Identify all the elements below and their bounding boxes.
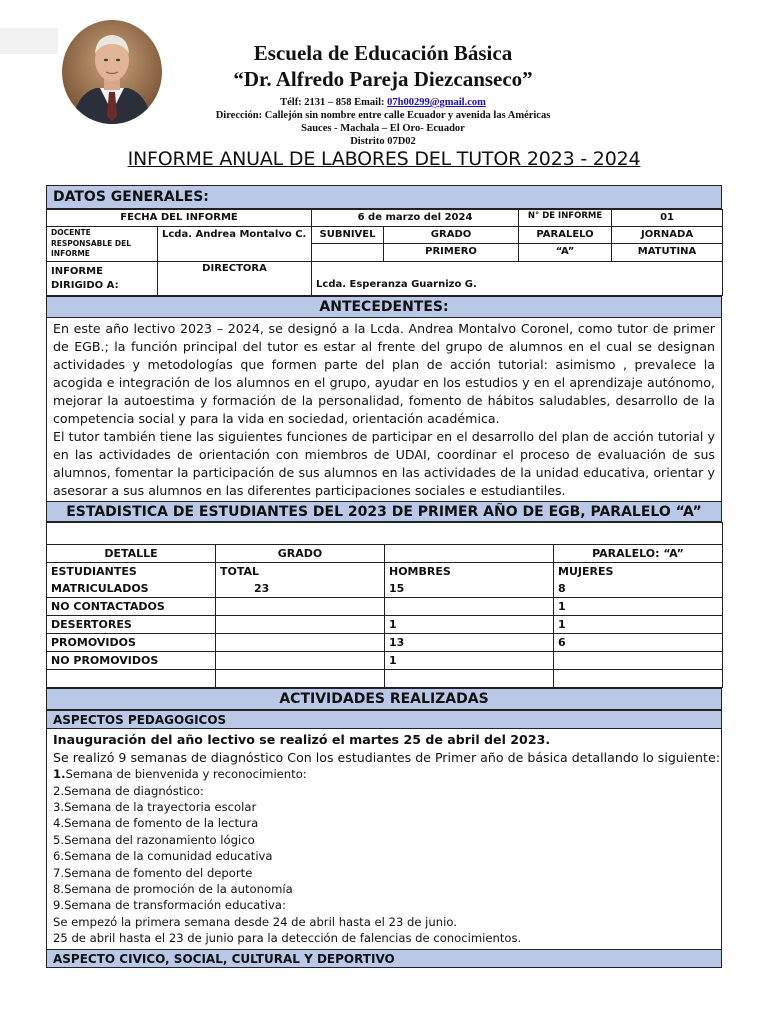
student-stats-table (46, 522, 723, 688)
stats-spacer-row (47, 523, 723, 545)
stats-sub-total: TOTAL (216, 563, 385, 581)
stats-cell: 1 (385, 616, 554, 634)
list-item (53, 799, 715, 815)
subnivel-value (312, 244, 384, 262)
general-heading: DATOS GENERALES: (46, 185, 722, 209)
stats-cell: 8 (554, 580, 723, 598)
stats-cell: 1 (554, 598, 723, 616)
stats-sub-mujeres: MUJERES (554, 563, 723, 581)
diagnostic-intro: Se realizó 9 semanas de diagnóstico Con los estudiantes de Primer año de básica detallando lo siguiente: (53, 749, 720, 765)
stats-header-paralelo: PARALELO: “A” (554, 545, 723, 563)
stats-heading: ESTADISTICA DE ESTUDIANTES DEL 2023 DE PRIMER AÑO DE EGB, PARALELO “A” (46, 501, 722, 522)
list-item-text: Semana de bienvenida y reconocimiento: (65, 767, 307, 782)
school-header (160, 40, 606, 148)
list-item-text: Semana de fomento de la lectura (64, 816, 259, 831)
stats-cell (385, 598, 554, 616)
jornada-label: JORNADA (612, 227, 723, 244)
dirigido-label (47, 262, 158, 296)
docente-label-line-2: RESPONSABLE DEL (51, 238, 132, 248)
numero-value: 01 (612, 210, 723, 227)
stats-cell (216, 598, 385, 616)
stats-cell: 1 (554, 616, 723, 634)
dirigido-label-line-1: INFORME (51, 266, 103, 277)
pedagogical-subheading: ASPECTOS PEDAGOGICOS (46, 710, 722, 729)
paralelo-label: PARALELO (519, 227, 612, 244)
grado-label: GRADO (384, 227, 519, 244)
stats-cell (216, 634, 385, 652)
list-item (53, 865, 715, 881)
list-item-number: 6. (53, 849, 65, 864)
docente-label-line-1: DOCENTE (51, 228, 91, 237)
stats-header-blank (385, 545, 554, 563)
table-row (47, 634, 723, 652)
list-item (53, 848, 715, 864)
list-item (53, 783, 715, 799)
list-item (53, 815, 715, 831)
list-item-text: Semana de promoción de la autonomía (64, 882, 293, 897)
stats-cell: 13 (385, 634, 554, 652)
dirigido-role: DIRECTORA (158, 262, 312, 296)
list-item-text: Semana de diagnóstico: (64, 783, 204, 798)
portrait-illustration (62, 20, 162, 124)
schedule-note-1: Se empezó la primera semana desde 24 de abril hasta el 23 de junio. (53, 914, 457, 929)
docente-value: Lcda. Andrea Montalvo C. (158, 227, 312, 262)
schedule-note-2: 25 de abril hasta el 23 de junio para la detección de falencias de conocimientos. (53, 931, 522, 946)
subnivel-label: SUBNIVEL (312, 227, 384, 244)
inauguration-line: Inauguración del año lectivo se realizó el martes 25 de abril del 2023. (53, 732, 551, 747)
stats-cell (554, 652, 723, 670)
scan-smudge (0, 28, 58, 54)
list-item-number: 4. (53, 816, 65, 831)
table-row (47, 580, 723, 598)
list-item (53, 832, 715, 848)
stats-cell: 1 (385, 652, 554, 670)
list-item-number: 3. (53, 800, 65, 814)
list-item-number: 2. (53, 783, 65, 798)
list-item-number: 1. (53, 767, 66, 782)
table-row (47, 616, 723, 634)
location-line: Sauces - Machala – El Oro- Ecuador (301, 123, 465, 134)
phone-text: Télf: 2131 – 858 Email: (280, 97, 388, 108)
founder-portrait (62, 20, 162, 124)
list-item-number: 8. (53, 882, 65, 897)
table-row (47, 652, 723, 670)
stats-cell: NO CONTACTADOS (47, 598, 216, 616)
school-name: “Dr. Alfredo Pareja Diezcanseco” (233, 67, 533, 91)
stats-sub-hombres: HOMBRES (385, 563, 554, 581)
school-type: Escuela de Educación Básica (253, 41, 513, 65)
jornada-value: MATUTINA (612, 244, 723, 262)
antecedentes-paragraph-2: El tutor también tiene las siguientes funciones de participar en el desarrollo del plan de acción tutorial y en las actividades de orientación con miembros de UDAI, coordinar el proceso de evaluación de sus alumnos, fomentar la participación de sus alumnos en las actividades de la unidad educativa, orientar y asesorar a sus alumnos en las diferentes participaciones sociales e estudiantiles. (53, 429, 715, 498)
dirigido-label-line-2: DIRIGIDO A: (51, 280, 119, 291)
contact-line (160, 96, 606, 109)
list-item-number: 9. (53, 898, 65, 913)
list-item-text: Semana de la trayectoria escolar (64, 800, 257, 814)
stats-cell: MATRICULADOS (47, 580, 216, 598)
fecha-label: FECHA DEL INFORME (47, 210, 312, 227)
fecha-value: 6 de marzo del 2024 (312, 210, 519, 227)
docente-label (47, 227, 158, 262)
table-row (47, 670, 723, 688)
civic-subheading: ASPECTO CIVICO, SOCIAL, CULTURAL Y DEPORTIVO (46, 949, 722, 968)
general-data-table (46, 209, 723, 296)
stats-sub-estudiantes: ESTUDIANTES (47, 563, 216, 581)
email-link[interactable]: 07h00299@gmail.com (387, 97, 486, 108)
activities-text (46, 729, 722, 949)
stats-cell: NO PROMOVIDOS (47, 652, 216, 670)
stats-cell: PROMOVIDOS (47, 634, 216, 652)
list-item-text: Semana de transformación educativa: (64, 898, 286, 913)
stats-cell: 15 (385, 580, 554, 598)
stats-cell (216, 670, 385, 688)
district-line: Distrito 07D02 (350, 136, 416, 147)
activities-heading: ACTIVIDADES REALIZADAS (46, 688, 722, 710)
list-item-text: Semana de fomento del deporte (64, 865, 253, 880)
dirigido-name: Lcda. Esperanza Guarnizo G. (312, 262, 723, 296)
antecedentes-heading: ANTECEDENTES: (46, 296, 722, 318)
stats-header-grado: GRADO (216, 545, 385, 563)
antecedentes-paragraph-1: En este año lectivo 2023 – 2024, se designó a la Lcda. Andrea Montalvo Coronel, como tutor de primer de EGB.; la función principal del tutor es estar al frente del grupo de alumnos en el cual se designan actividades y metodologías que formen parte del plan de acción tutorial: asimismo , prevalece la acogida e integración de los alumnos en el grupo, ayudar en los estudios y en el aprendizaje autónomo, mejorar la autoestima y formación de la personalidad, fomento de hábitos saludables, desarrollo de la competencia social y para la vida en sociedad, orientación académica. (53, 321, 715, 426)
list-item-number: 5. (53, 832, 65, 847)
stats-cell (554, 670, 723, 688)
stats-cell (47, 670, 216, 688)
numero-label: N° DE INFORME (519, 210, 612, 227)
address-line: Dirección: Callejón sin nombre entre calle Ecuador y avenida las Américas (215, 110, 551, 121)
list-item (53, 897, 715, 913)
list-item-text: Semana del razonamiento lógico (64, 832, 255, 847)
stats-cell: DESERTORES (47, 616, 216, 634)
stats-cell: 6 (554, 634, 723, 652)
stats-cell: 23 (216, 580, 385, 598)
list-item-number: 7. (53, 865, 65, 880)
grado-value: PRIMERO (384, 244, 519, 262)
table-row (47, 598, 723, 616)
stats-cell (216, 652, 385, 670)
stats-cell (216, 616, 385, 634)
list-item-text: Semana de la comunidad educativa (64, 849, 273, 864)
report-title: INFORME ANUAL DE LABORES DEL TUTOR 2023 - 2024 (127, 148, 641, 170)
list-item (53, 766, 715, 782)
stats-cell (385, 670, 554, 688)
paralelo-value: “A” (519, 244, 612, 262)
antecedentes-text (46, 318, 722, 501)
report-body (46, 185, 722, 968)
list-item (53, 881, 715, 897)
docente-label-line-3: INFORME (51, 249, 90, 259)
stats-header-detalle: DETALLE (47, 545, 216, 563)
